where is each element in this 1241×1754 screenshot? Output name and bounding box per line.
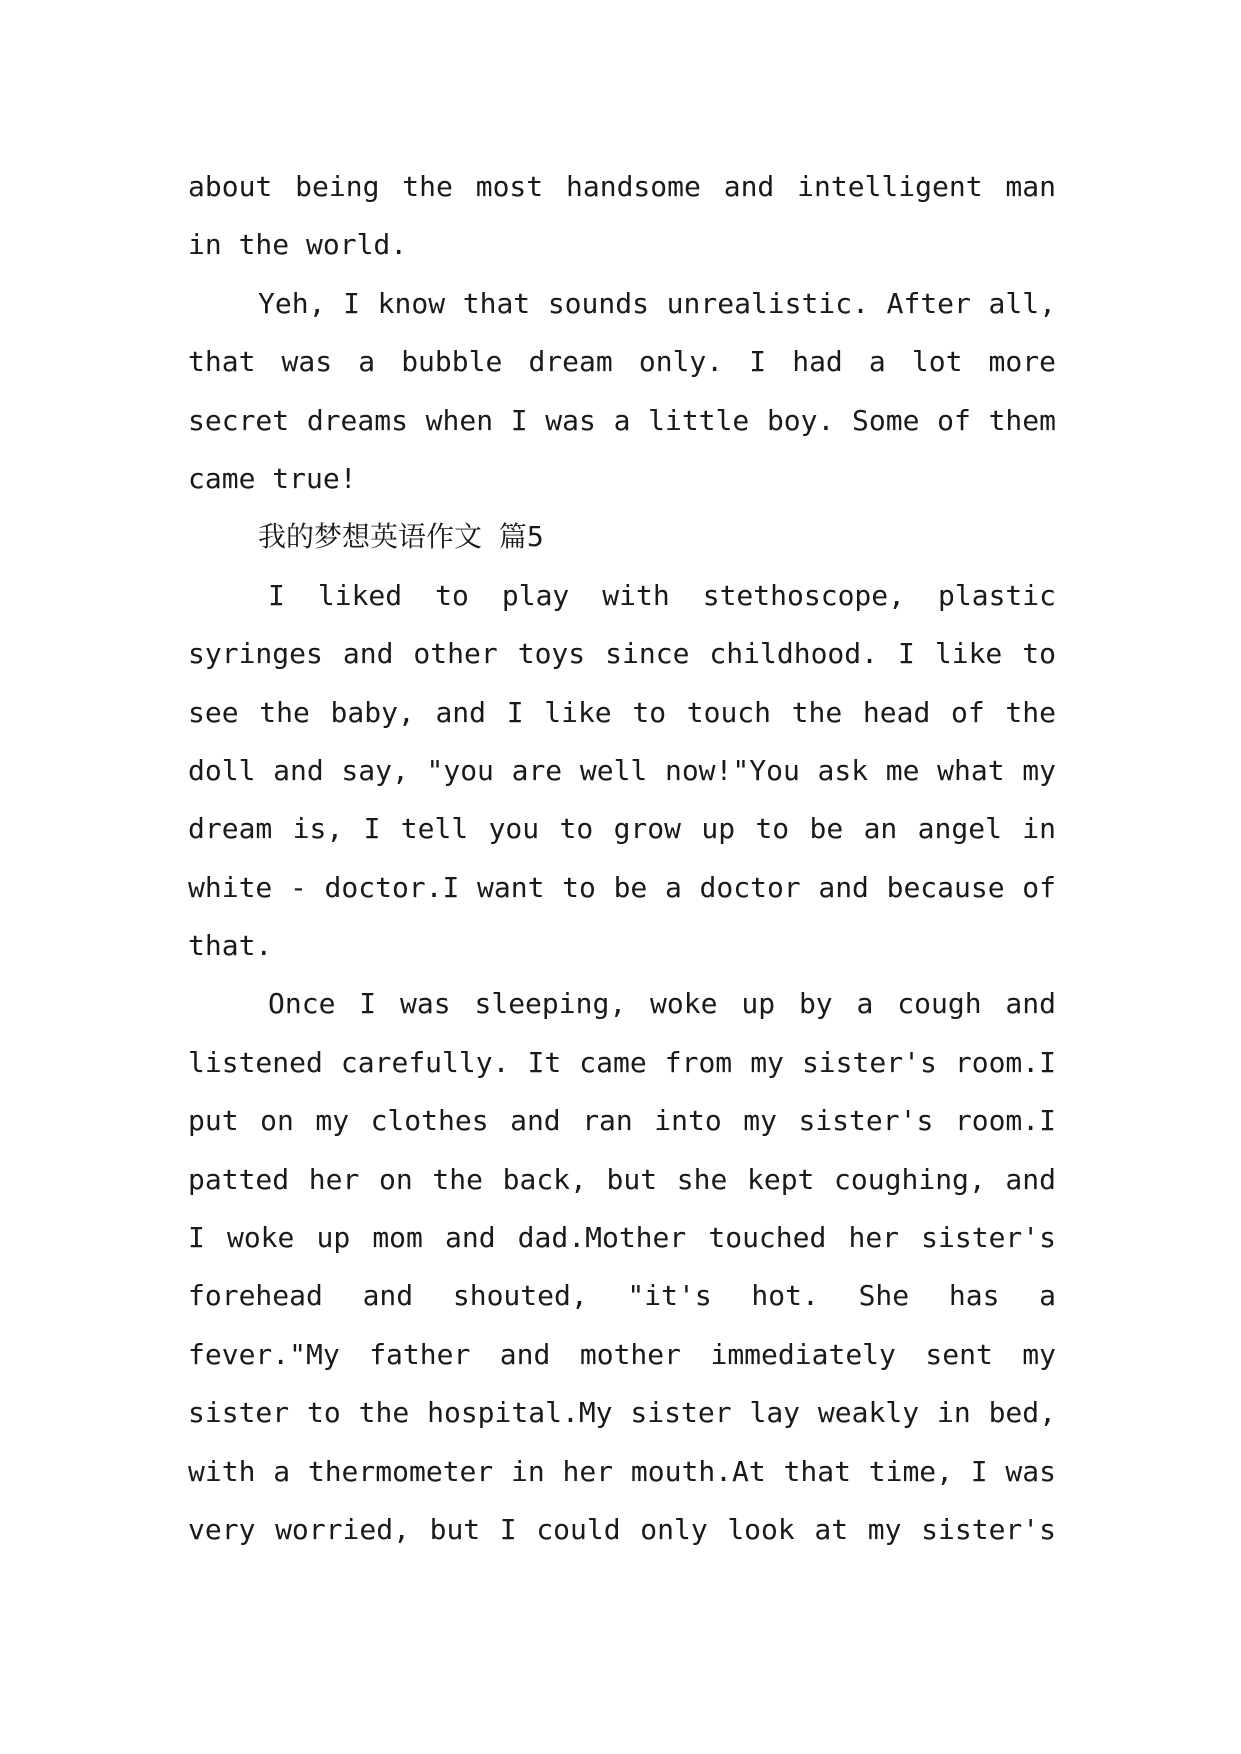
text-line: put on my clothes and ran into my sister's room.I bbox=[188, 1104, 1056, 1138]
text-line: syringes and other toys since childhood. I like to bbox=[188, 637, 1056, 671]
text-line: Once I was sleeping, woke up by a cough and bbox=[268, 987, 1056, 1021]
text-line: I woke up mom and dad.Mother touched her sister's bbox=[188, 1221, 1056, 1255]
text-line: see the baby, and I like to touch the head of the bbox=[188, 695, 1056, 729]
text-line: I liked to play with stethoscope, plastic bbox=[268, 578, 1056, 612]
document-body bbox=[188, 158, 1056, 1559]
text-line: about being the most handsome and intelligent man bbox=[188, 170, 1056, 203]
text-line: doll and say, "you are well now!"You ask me what my bbox=[188, 753, 1056, 787]
text-line: sister to the hospital.My sister lay weakly in bed, bbox=[188, 1396, 1056, 1430]
text-line: came true! bbox=[188, 461, 357, 495]
text-line: secret dreams when I was a little boy. Some of them bbox=[188, 403, 1056, 437]
text-line: with a thermometer in her mouth.At that time, I was bbox=[188, 1454, 1056, 1488]
text-line: forehead and shouted, "it's hot. She has a bbox=[188, 1279, 1056, 1313]
text-line: that. bbox=[188, 929, 273, 963]
text-line: dream is, I tell you to grow up to be an angel in bbox=[188, 812, 1056, 846]
text-line: Yeh, I know that sounds unrealistic. After all, bbox=[258, 286, 1056, 320]
text-line: in the world. bbox=[188, 228, 408, 262]
text-line: white - doctor.I want to be a doctor and because of bbox=[188, 870, 1056, 904]
text-line: very worried, but I could only look at my sister's bbox=[188, 1512, 1056, 1546]
text-line: that was a bubble dream only. I had a lot more bbox=[188, 345, 1056, 379]
text-line: listened carefully. It came from my sister's room.I bbox=[188, 1045, 1056, 1079]
text-line: patted her on the back, but she kept coughing, and bbox=[188, 1162, 1056, 1196]
section-heading: 我的梦想英语作文 篇5 bbox=[258, 520, 544, 554]
text-line: fever."My father and mother immediately sent my bbox=[188, 1337, 1056, 1371]
